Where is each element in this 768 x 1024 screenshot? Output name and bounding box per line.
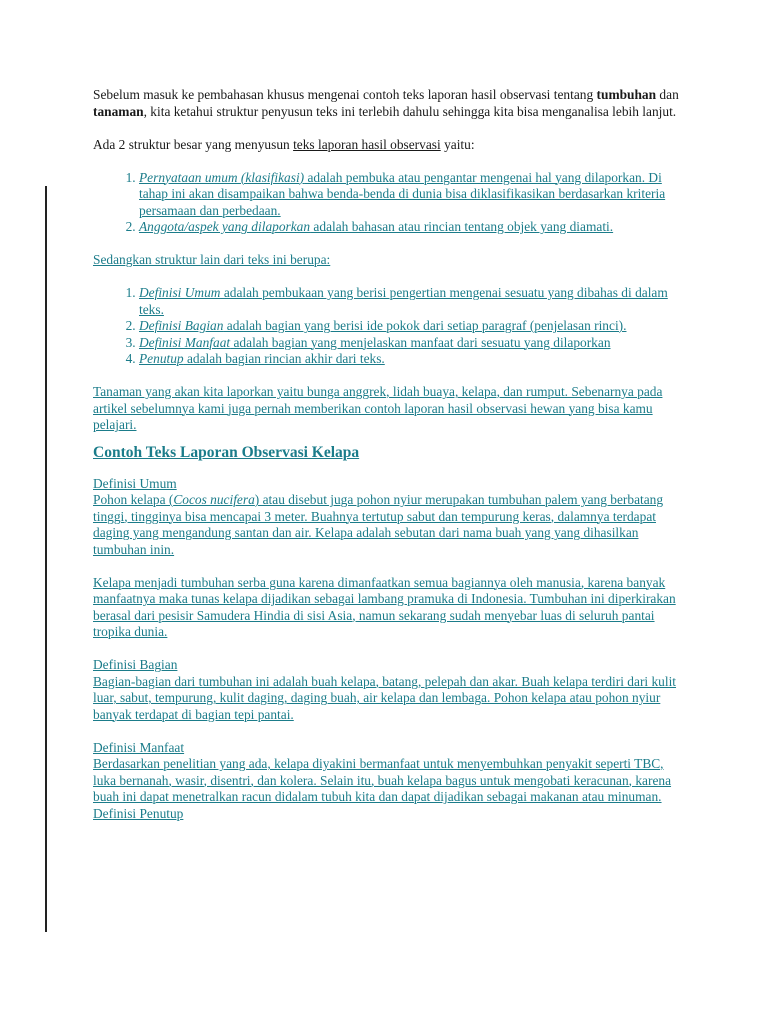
definisi-bagian-section[interactable]: Definisi Bagian Bagian-bagian dari tumbuhan ini adalah buah kelapa, batang, pelepah dan akar. Buah kelapa terdiri dari kulit luar, sabut, tempurung, kulit daging, daging buah, air kelapa dan lembaga. Pohon kelapa atau pohon nyiur banyak terdapat di bagian tepi pantai.: [93, 657, 683, 723]
list-item[interactable]: 1. Definisi Umum adalah pembukaan yang berisi pengertian mengenai sesuatu yang dibahas di dalam teks.: [139, 285, 683, 318]
list-item[interactable]: 1. Pernyataan umum (klasifikasi) adalah pembuka atau pengantar mengenai hal yang dilaporkan. Di tahap ini akan disampaikan bahwa benda-benda di dunia bisa diklasifikasikan berdasarkan kriteria persamaan dan perbedaan.: [139, 170, 683, 220]
document-body: [93, 87, 683, 822]
list-item[interactable]: 4. Penutup adalah bagian rincian akhir dari teks.: [139, 351, 683, 368]
list-item[interactable]: 2. Anggota/aspek yang dilaporkan adalah bahasan atau rincian tentang objek yang diamati.: [139, 219, 683, 236]
definisi-penutup-title[interactable]: Definisi Penutup: [93, 805, 184, 821]
section-heading[interactable]: Contoh Teks Laporan Observasi Kelapa: [93, 443, 360, 461]
bold-term-tumbuhan: tumbuhan: [596, 87, 657, 102]
list-item[interactable]: 3. Definisi Manfaat adalah bagian yang menjelaskan manfaat dari sesuatu yang dilaporkan: [139, 335, 683, 352]
definisi-umum-paragraph-2[interactable]: Kelapa menjadi tumbuhan serba guna karena dimanfaatkan semua bagiannya oleh manusia, karena banyak manfaatnya maka tunas kelapa dijadikan sebagai lambang pramuka di Indonesia. Tumbuhan ini diperkirakan berasal dari pesisir Samudera Hindia di sisi Asia, namun sekarang sudah menyebar luas di seluruh pantai tropika dunia.: [93, 574, 676, 639]
definisi-manfaat-section[interactable]: Definisi Manfaat Berdasarkan penelitian yang ada, kelapa diyakini bermanfaat untuk menyembuhkan penyakit seperti TBC, luka bernanah, wasir, disentri, dan kolera. Selain itu, buah kelapa bagus untuk mengobati keracunan, karena buah ini dapat menetralkan racun didalam tubuh kita dan dapat dijadikan sebagai makanan atau minuman.: [93, 740, 683, 806]
definisi-manfaat-title: Definisi Manfaat: [93, 739, 185, 755]
definisi-bagian-title: Definisi Bagian: [93, 657, 178, 672]
struktur-lain-list: [93, 285, 683, 368]
teks-laporan-link[interactable]: teks laporan hasil observasi: [293, 136, 441, 152]
bold-term-tanaman: tanaman: [93, 103, 144, 119]
margin-change-bar: [45, 186, 47, 932]
struktur-paragraph: Ada 2 struktur besar yang menyusun teks laporan hasil observasi yaitu:: [93, 136, 475, 152]
struktur-lain-paragraph[interactable]: Sedangkan struktur lain dari teks ini berupa:: [93, 252, 331, 267]
definisi-umum-section[interactable]: Definisi Umum Pohon kelapa (Cocos nucifera) atau disebut juga pohon nyiur merupakan tumbuhan palem yang berbatang tinggi, tingginya bisa mencapai 3 meter. Buahnya tertutup sabut dan tempurung keras, dalamnya terdapat daging yang mengandung santan dan air. Kelapa adalah sebutan dari nama buah yang yang dihasilkan tumbuhan inin.: [93, 476, 683, 559]
list-item[interactable]: 2. Definisi Bagian adalah bagian yang berisi ide pokok dari setiap paragraf (penjelasan rinci).: [139, 318, 683, 335]
tanaman-paragraph[interactable]: Tanaman yang akan kita laporkan yaitu bunga anggrek, lidah buaya, kelapa, dan rumput. Sebenarnya pada artikel sebelumnya kami juga pernah memberikan contoh laporan hasil observasi hewan yang bisa kamu pelajari.: [93, 384, 663, 432]
intro-paragraph: Sebelum masuk ke pembahasan khusus mengenai contoh teks laporan hasil observasi tentang tumbuhan dan tanaman, kita ketahui struktur penyusun teks ini terlebih dahulu sehingga kita bisa menganalisa lebih lanjut.: [93, 87, 679, 119]
definisi-umum-title: Definisi Umum: [93, 475, 177, 491]
struktur-besar-list: [93, 170, 683, 236]
